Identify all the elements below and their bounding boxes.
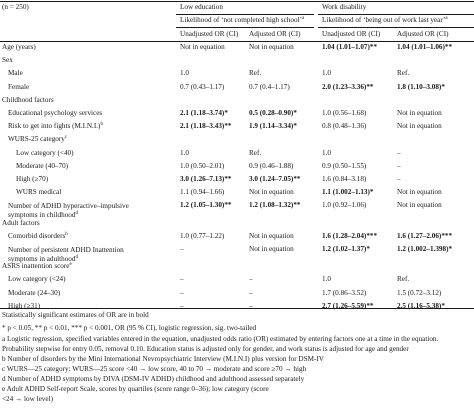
row-cell: 1.5 (0.72–3.12) [397, 288, 442, 297]
row-cell: Not in equation [249, 231, 294, 240]
row-label: Number of persistent ADHD Inattention symptoms in adulthood$^d$ [8, 246, 124, 263]
row-cell: 0.9 (0.46–1.88) [249, 161, 294, 170]
row-cell: 1.9 (1.14–3.34)* [249, 122, 297, 131]
row-cell: 1.0 (0.56–1.68) [322, 109, 367, 117]
row-cell: 1.1 (0.94–1.66) [180, 188, 225, 197]
row-label: Age (years) [2, 43, 36, 51]
row-cell: – [180, 275, 184, 284]
group-header-work: Work disability [322, 3, 367, 11]
row-cell: 1.0 [180, 69, 189, 78]
header-bottom-rule [0, 41, 474, 42]
row-cell: 1.6 (0.84–3.18) [322, 175, 367, 183]
row-cell: Not in equation [397, 122, 442, 131]
col-header-work-adjusted: Adjusted OR (CI) [397, 30, 449, 38]
row-label: Sex [2, 56, 13, 65]
row-cell: Not in equation [249, 245, 294, 253]
row-cell: – [180, 301, 184, 310]
row-cell: – [180, 245, 184, 253]
footnote-line: Statistically significant estimates of OR are in bold [2, 311, 149, 319]
row-label: ASRS inattention score$^e$ [2, 262, 72, 271]
row-cell: 1.0 (0.92–1.06) [322, 201, 367, 210]
row-cell: – [249, 275, 253, 284]
row-cell: 1.7 (0.86–3.52) [322, 288, 367, 297]
row-label: Number of ADHD hyperactive–impulsive symptoms in childhood$^d$ [8, 202, 129, 219]
row-cell: 1.0 [180, 148, 189, 157]
footnote-line: b Number of disorders by the Mini International Nevropsychiatric Interview (M.I.N.I) plus version for DSM-IV [2, 355, 324, 363]
footnote-line: c WURS—25 category: WURS—25 score <40 → low score, 40 to 70 → moderate and score ≥70 → high [2, 365, 307, 373]
row-cell: Ref. [249, 148, 262, 157]
row-cell: 1.0 [322, 148, 331, 157]
row-cell: 2.1 (1.18–3.74)* [180, 109, 228, 117]
row-cell: 1.6 (1.28–2.04)*** [322, 231, 378, 240]
row-cell: 0.7 (0.4–1.17) [249, 82, 290, 91]
row-cell: Ref. [249, 69, 262, 78]
row-cell: 0.5 (0.28–0.90)* [249, 109, 297, 117]
row-label: High (≥70) [16, 175, 49, 183]
row-label: Low category (<24) [8, 275, 66, 284]
row-cell: 2.5 (1.16–5.38)* [397, 301, 445, 310]
col-header-edu-adjusted: Adjusted OR (CI) [249, 30, 301, 38]
row-cell: Not in equation [397, 201, 442, 210]
row-label: Childhood factors [2, 95, 54, 104]
row-cell: – [397, 175, 401, 183]
row-cell: – [397, 148, 401, 157]
row-label: High (≥31) [8, 301, 41, 310]
row-label: Low category (<40) [16, 148, 74, 157]
row-cell: 2.0 (1.23–3.36)** [322, 82, 374, 91]
footnote-line: <24 → low level) [2, 395, 53, 403]
row-label: Moderate (40–70) [16, 161, 69, 170]
row-cell: 1.0 [322, 275, 331, 284]
footnote-line: d Number of ADHD symptoms by DIVA (DSM-IV ADHD) childhood and adulthood assessed separately [2, 375, 305, 383]
top-rule [0, 1, 474, 2]
row-cell: 2.7 (1.26–5.59)** [322, 301, 374, 310]
row-cell: Ref. [397, 69, 410, 78]
col-header-work-unadjusted: Unadjusted OR (CI) [322, 30, 381, 38]
footnote-line: e Adult ADHD Self-report Scale, scores by quartiles (score range 0–36); low category (score [2, 385, 269, 393]
row-cell: 1.2 (1.02–1.37)* [322, 245, 370, 253]
group-rule-2 [318, 14, 474, 15]
sample-size: (n = 250) [2, 3, 29, 11]
row-label: Educational psychology services [8, 109, 103, 117]
row-cell: 1.0 (0.50–2.01) [180, 161, 225, 170]
row-label: Adult factors [2, 218, 40, 227]
row-label: WURS-25 category$^c$ [8, 135, 68, 144]
row-cell: 1.0 [322, 69, 331, 78]
row-cell: Ref. [397, 275, 410, 284]
col-header-edu-unadjusted: Unadjusted OR (CI) [180, 30, 239, 38]
row-cell: 2.1 (1.18–3.43)** [180, 122, 232, 131]
row-cell: 1.04 (1.01–1.06)** [397, 43, 453, 51]
footnote-line: a Logistic regression, specified variables entered in the equation, unadjusted odds ratio (OR) estimated by entering factors one at a time in the equation. [2, 335, 439, 343]
group-rule-1 [176, 14, 314, 15]
row-cell: 1.8 (1.10–3.08)* [397, 82, 445, 91]
sub-rule-1 [176, 27, 314, 28]
row-cell: Not in equation [249, 188, 294, 197]
footnote-line: * p < 0.05, ** p < 0.01, *** p < 0.001, OR (95 % CI), logistic regression, sig. two-tailed [2, 324, 257, 332]
subheader-education: Likelihood of ‘not completed high school’$^a$ [180, 16, 305, 24]
group-header-education: Low education [180, 3, 223, 11]
row-cell: – [249, 288, 253, 297]
row-cell: 3.0 (1.26–7.13)** [180, 175, 232, 183]
row-cell: 0.8 (0.48–1.36) [322, 122, 367, 131]
row-cell: Not in equation [397, 109, 442, 117]
row-cell: – [249, 301, 253, 310]
row-cell: 1.6 (1.27–2.06)*** [397, 231, 453, 240]
row-cell: 3.0 (1.24–7.05)** [249, 175, 301, 183]
row-cell: 0.7 (0.43–1.17) [180, 82, 225, 91]
row-cell: Not in equation [180, 43, 225, 51]
subheader-work: Likelihood of ‘being out of work last year’$^a$ [322, 16, 448, 24]
row-label: WURS medical [16, 188, 62, 197]
row-label: Female [8, 82, 30, 91]
row-cell: 1.2 (1.002–1.398)* [397, 245, 453, 253]
row-cell: Not in equation [397, 188, 442, 197]
row-label: Moderate (24–30) [8, 288, 61, 297]
row-cell: – [397, 161, 401, 170]
row-cell: 1.0 (0.77–1.22) [180, 231, 225, 240]
row-cell: 1.1 (1.002–1.13)* [322, 188, 374, 197]
row-cell: – [180, 288, 184, 297]
row-label: Male [8, 69, 23, 78]
row-cell: Not in equation [249, 43, 294, 51]
row-label: Comorbid disorders$^b$ [8, 231, 68, 240]
table-bottom-rule [0, 308, 474, 309]
row-cell: 1.2 (1.08–1.32)** [249, 201, 301, 210]
row-cell: 1.2 (1.05–1.30)** [180, 201, 232, 210]
sub-rule-2 [318, 27, 474, 28]
footnote-line: Probability stepwise for entry 0.05, removal 0.10. Education status is adjusted only for gender, and work status is adjusted for age and gender [2, 345, 409, 353]
row-cell: 0.9 (0.50–1.55) [322, 161, 367, 170]
row-cell: 1.04 (1.01–1.07)** [322, 43, 378, 51]
row-label: Risk to get into fights $(M.I.N.I.)^b$ [8, 122, 103, 131]
